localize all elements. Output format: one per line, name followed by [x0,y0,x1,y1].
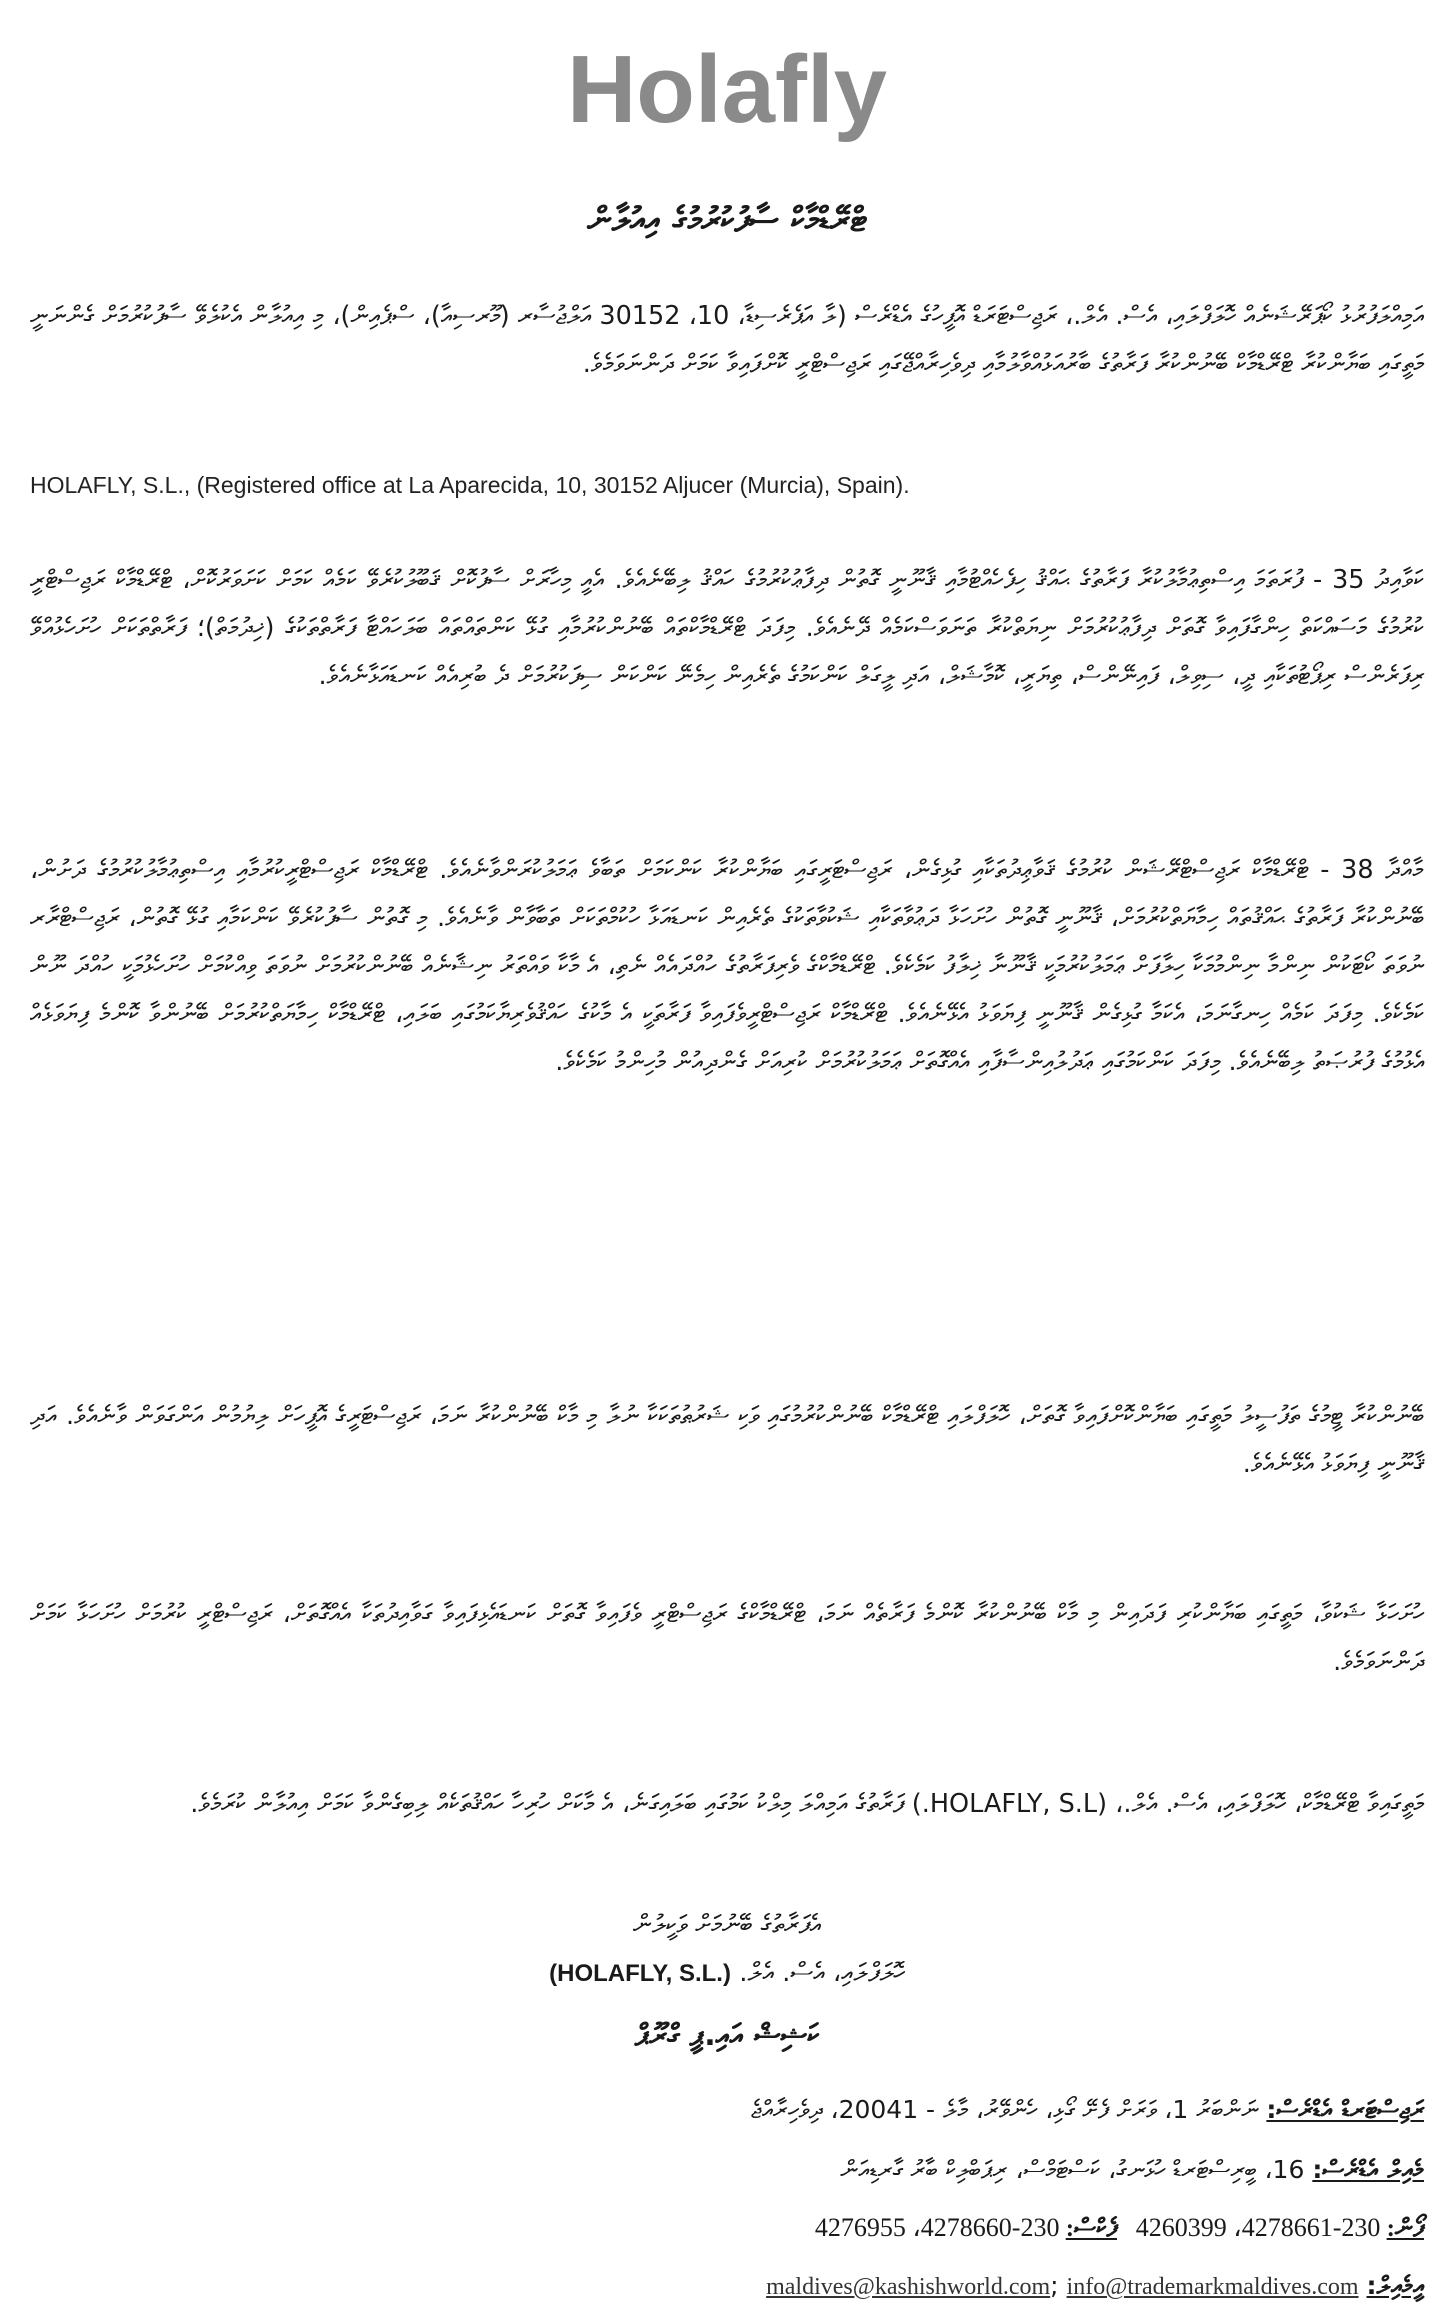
clause-35-paragraph: ކަވާއިދު 35 - ފުރަތަމަ އިސްތިޢުމާލުކުރާ ފަރާތުގެ ޙައްޤު ހިފެހެއްޓުމާއި ޤާނޫނީ ގޮތުން ދިފާޢުކުރުމުގެ ހައްޤު ލިބޭނެއެވެ. އެއީ މިހާރަށް ސާފުކޮށް ޤަބޫލުކުރެވޭ ކަމެއް ކަމަށް ކަށަވަރުކޮށް، ޓްރޭޑްމާކް ރަޖިސްޓްރީ ކުރުމުގެ މަސައްކަތް ހިންގާފައިވާ ގޮތަށް ދިފާޢުކުރުމަށް ނިޔަތްކުރާ ތަނަވަސްކަމެއް ދޭނެއެވެ. މިފަދަ ޓްރޭޑްމާކްތައް ބޭނުންކުރުމާއި ގުޅޭ ކަންތައްތައް ބަލަހައްޓާ ފަރާތްތަކުގެ (ޚިދުމަތް)؛ ފަރާތްތަކަށް ހުށަހެޅުއްވޭ ރިފަރެންސް ރިޕޯޓުތަކާއި ދީ، ސިވިލް، ފައިނޭންސް، ތިޔަރީ، ކޮމާޝަލް، އަދި ލީގަލް ކަންކަމުގެ ތެރެއިން ހިމެނޭ ކަންކަން ސިފަކުރުމަށް ދެ ބުރިއެއް ކަނޑައަޅާނެއެވެ. [30,565,1424,691]
fax-value: 230-4278660، 4276955 [814,2213,1060,2242]
contact-address [30,2090,1424,2130]
intro-paragraph: އަމިއްލަފުރުޅު ކޯޕަރޭޝަނެއް ހޮލަފްލައި، އެސް. އެލް.، ރަޖިސްޓަރަޑް އޮފީހުގެ އެޑްރެސް (ލާ އަޕެރެސިޑާ، 10، 30152 އަލްޖުސާރ (މޫރސިއާ)، ސްޕެއިން)، މި އިއުލާން އެކުލެވޭ ސާފުކުރުމަށް ގެންނަނީ މަތީގައި ބަޔާންކުރާ ޓްރޭޑްމާކް ބޭނުންކުރާ ފަރާތުގެ ބާރުއަޅުއްވާލުމާއި ދިވެހިރާއްޖޭގައި ރަޖިސްޓްރީ ކޮށްފައިވާ ކަމަށް ދަންނަވަމެވެ. [30,301,1424,379]
email-label: އީމެއިލް: [1366,2271,1424,2300]
logo-text: Holafly [566,36,888,143]
fax-label: ފެކްސް: [1065,2215,1118,2242]
address-value: ނަންބަރު 1، ވަރަށް ފެށޭ ގޯޅި، ހެންވޭރު، މާލެ - 20041، ދިވެހިރާއްޖެ [750,2095,1259,2124]
email-link-kashish[interactable]: maldives@kashishworld.com [766,2274,1051,2300]
phone-label: ފޯން: [1386,2215,1424,2242]
email-link-trademark[interactable]: info@trademarkmaldives.com [1066,2274,1359,2300]
phone-value: 230-4278661، 4260399 [1135,2213,1381,2242]
notice-title: ޓްރޭޑްމާކް ސާފުކުރުމުގެ އިއުލާން [587,200,867,240]
signature-company-english: (HOLAFLY, S.L.) [549,1960,731,1987]
contact-phone-fax [30,2208,1424,2249]
signature-agent: ކަޝިޝް އައި.ޕީ ގްރޫޕް [634,2018,820,2053]
paragraph-five: މަތީގައިވާ ޓްރޭޑްމާކް، ހޮލަފްލައި، އެސް. އެލް.، (HOLAFLY, S.L.) ފަރާތުގެ އަމިއްލަ މިލްކު ކަމުގައި ބަލައިގަނެ، އެ މާކަށް ހުރިހާ ހައްޤުތަކެއް ލިބިގެންވާ ކަމަށް އިއުލާން ކުރަމެވެ. [190,1789,1424,1819]
contact-email: އީމެއިލް: maldives@kashishworld.com; info@trademarkmaldives.com [766,2271,1424,2300]
address-label: ރަޖިސްޓަރޑް އެޑްރެސް: [1266,2095,1424,2124]
clause-38-paragraph: މާއްދާ 38 - ޓްރޭޑްމާކް ރަޖިސްޓްރޭޝަން ކުރުމުގެ ޤަވާޢިދުތަކާއި ގުޅިގެން، ރަޖިސްޓަރީގައި ބަޔާންކުރާ ކަންކަމަށް ތަބާވެ ޢަމަލުކުރަންވާނެއެވެ. ޓްރޭޑްމާކް ރަޖިސްޓްރީކުރުމާއި އިސްތިޢުމާލުކުރުމުގެ ދަށުން، ބޭނުންކުރާ ފަރާތުގެ ޙައްޤުތައް ހިމާޔަތްކުރުމަށް، ޤާނޫނީ ގޮތުން ހުށަހަޅާ ދަޢުވާތަކާއި ޝަކުވާތަކުގެ ތެރެއިން ކަނޑައަޅާ ހުކުމްތަކަށް ތަބާވާން ވާނެއެވެ. މި ގޮތުން ސާފުކުރެވޭ ކަންކަމާއި ގުޅޭ ގޮތުން، ރަޖިސްޓްރާރ ނުވަތަ ކޯޓަކުން ނިންމާ ނިންމުމަކާ ހިލާފަށް ޢަމަލުކުރުމަކީ ޤާނޫނާ ޚިލާފު ކަމެކެވެ. ޓްރޭޑްމާކްގެ ވެރިފަރާތުގެ ހުއްދައެއް ނެތި، އެ މާކާ ވައްތަރު ނިޝާނެއް ބޭނުންކުރުމަށް ނުވަތަ ވިއްކުމަށް ހުށަހެޅުމަކީ ހުއްދަ ނޫން ކަމެކެވެ. މިފަދަ ކަމެއް ހިނގާނަމަ، އެކަމާ ގުޅިގެން ޤާނޫނީ ފިޔަވަޅު އެޅޭނެއެވެ. ޓްރޭޑްމާކް ރަޖިސްޓްރީވެފައިވާ ފަރާތަކީ އެ މާކުގެ ހައްޤުވެރިޔާކަމުގައި ބަލައި، ޓްރޭޑްމާކް ހިމާޔަތްކުރުމަށް ބޭނުންވާ ކޮންމެ ފިޔަވަޅެއް އެޅުމުގެ ފުރުޞަތު ލިބޭނެއެވެ. މިފަދަ ކަންކަމުގައި ޢަދުލުއިންސާފާއި އެއްގޮތަށް ޢަމަލުކުރުމަށް ކުރިއަށް ގެންދިއުން މުހިންމު ކަމެކެވެ. [30,855,1425,1077]
paragraph-three: ބޭނުންކުރާ ޓީމުގެ ތަފުސީލު މަތީގައި ބަޔާންކޮށްފައިވާ ގޮތަށް، ހޮލަފްލައި ޓްރޭޑްމާކް ބޭނުންކުރުމުގައި ވަކި ޝަރުޠުތަކަކާ ނުލާ މި މާކް ބޭނުންކުރާ ނަމަ، ރަޖިސްޓަރީގެ އޮފީހަށް ލިޔުމުން އަންގަވަން ވާނެއެވެ. އަދި ޤާނޫނީ ފިޔަވަޅު އެޅޭނެއެވެ. [30,1401,1424,1479]
signature-line-2 [0,1958,1454,1989]
intro-english: HOLAFLY, S.L., (Registered office at La Aparecida, 10, 30152 Aljucer (Murcia), Spain). [30,472,910,498]
mail-address-label: މެއިލް އެޑްރެސް: [1312,2155,1424,2184]
holafly-logo-mark [522,32,932,152]
mail-address-value: 16، ބީރިސްޓަރޑް ހުޅަނގު، ކަސްޓަމްސް، ރިޕަބްލިކް ބާރު ގާރޑިއަން [840,2155,1305,2184]
signature-company-dhivehi: ހޮލަފްލައި، އެސް. އެލް. [739,1958,905,1988]
contact-mail-address [30,2150,1424,2190]
paragraph-four: ހުށަހަޅާ ޝަކުވާ، މަތީގައި ބަޔާންކުރި ފަދައިން މި މާކް ބޭނުންކުރާ ކޮންމެ ފަރާތެއް ނަމަ، ޓްރޭޑްމާކްގެ ރަޖިސްޓްރީ ވެފައިވާ ގޮތަށް ކަނޑައެޅިފައިވާ ގަވާއިދުތަކާ އެއްގޮތަށް، ރަޖިސްޓްރީ ކުރުމަށް ހުށަހަޅާ ކަމަށް ދަންނަވަމެވެ. [30,1599,1424,1677]
holafly-logo [522,32,932,152]
signature-line-1: އެފަރާތުގެ ބޭނުމަށް ވަކީލުން [633,1910,821,1940]
